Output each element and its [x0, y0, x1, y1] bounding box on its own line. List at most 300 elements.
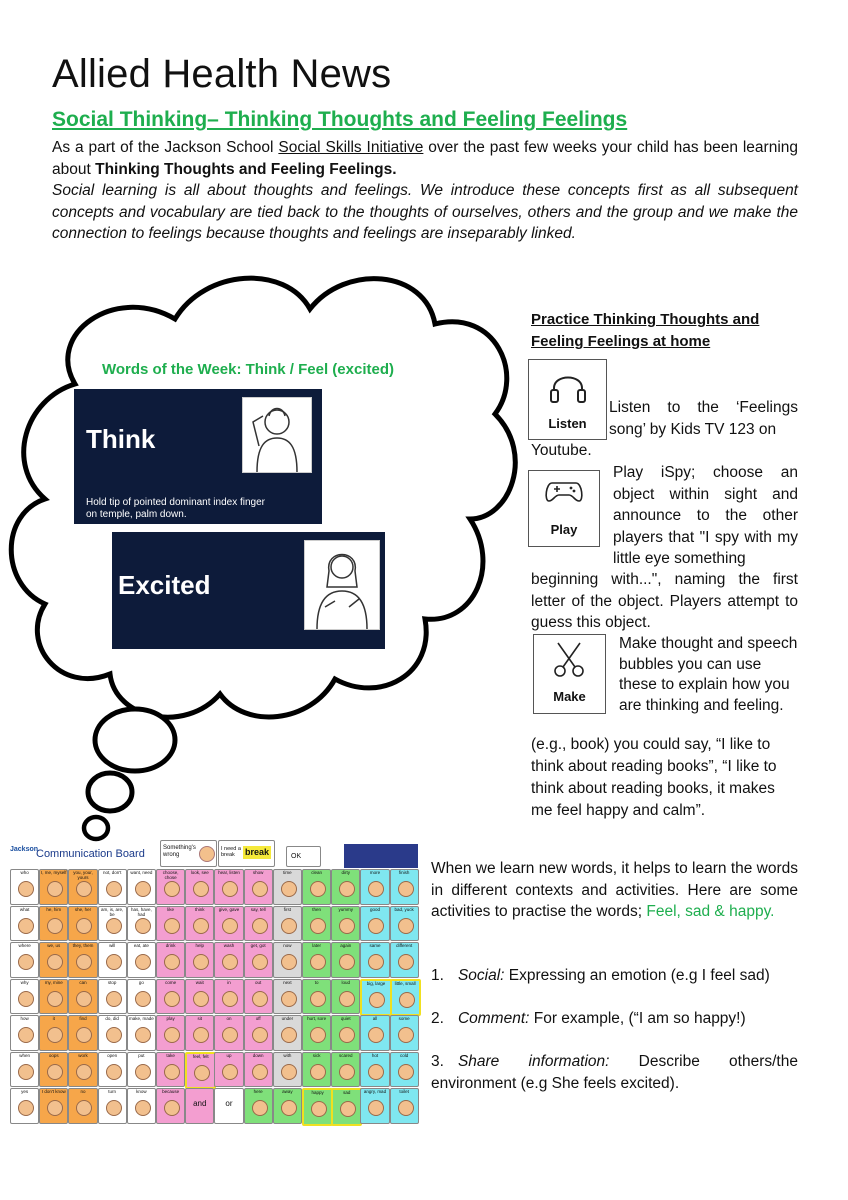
intro-paragraph-1 — [52, 137, 798, 180]
board-cell-label: come — [165, 979, 177, 985]
board-cell-symbol — [106, 991, 122, 1007]
intro-text — [52, 137, 798, 245]
board-cell-label: clean — [311, 870, 322, 875]
board-cell — [390, 869, 419, 905]
board-cell — [214, 869, 243, 905]
board-cell — [214, 942, 243, 978]
intro-text-a: As a part of the Jackson School — [52, 139, 279, 156]
board-cell — [156, 906, 185, 942]
board-cell-symbol — [398, 881, 414, 897]
board-title: Communication Board — [36, 848, 145, 860]
board-cell-symbol — [368, 1100, 384, 1116]
board-cell-label: finish — [398, 870, 410, 875]
board-cell — [98, 869, 127, 905]
board-cell-label: sad — [343, 1090, 351, 1095]
board-cell — [68, 1015, 97, 1051]
board-cell-label: out — [255, 979, 262, 985]
board-cell-symbol — [398, 918, 414, 934]
learn-target-words: Feel, sad & happy. — [646, 903, 775, 920]
board-cell — [360, 942, 389, 978]
board-cell-symbol — [339, 918, 355, 934]
make-label: Make — [553, 689, 586, 704]
board-cell — [390, 942, 419, 978]
board-cell-label: hurt, sore — [307, 1016, 327, 1021]
board-cell — [39, 942, 68, 978]
board-cell-symbol — [76, 954, 92, 970]
board-cell-symbol — [368, 881, 384, 897]
board-cell-symbol — [164, 1100, 180, 1116]
board-cell-symbol — [164, 918, 180, 934]
activity-label-2: Comment: — [457, 1010, 530, 1027]
listen-text-cont: Youtube. — [531, 442, 592, 459]
board-cell — [244, 942, 273, 978]
board-cell-symbol — [135, 1027, 151, 1043]
board-cell-label: not, don't — [103, 870, 122, 875]
board-cell-symbol — [164, 991, 180, 1007]
play-card — [528, 470, 600, 547]
board-cell-symbol — [252, 1027, 268, 1043]
board-cell-symbol — [194, 1065, 210, 1081]
board-cell-symbol — [222, 1027, 238, 1043]
listen-label: Listen — [548, 416, 587, 431]
board-cell — [244, 906, 273, 942]
board-cell-symbol — [135, 991, 151, 1007]
board-cell — [98, 906, 127, 942]
ok-label: OK — [291, 853, 302, 860]
practice-heading-line-1: Practice Thinking Thoughts and — [531, 311, 760, 328]
board-cell-symbol — [222, 1064, 238, 1080]
board-cell-label: work — [78, 1052, 88, 1058]
board-cell-label: my, mine — [44, 979, 63, 985]
board-cell — [214, 906, 243, 942]
board-brand: Jackson — [10, 846, 39, 853]
excited-sign-illustration — [304, 540, 380, 630]
board-cell-symbol — [398, 1100, 414, 1116]
board-cell-symbol — [106, 1064, 122, 1080]
board-cell — [331, 906, 360, 942]
board-cell-label: you, your, yours — [73, 870, 93, 880]
board-cell-label: next — [283, 979, 292, 985]
sign-word-excited: Excited — [118, 570, 211, 600]
board-cell — [39, 1015, 68, 1051]
learn-text — [431, 858, 798, 923]
board-cell — [331, 1015, 360, 1051]
board-cell — [10, 1015, 39, 1051]
board-cell-label: I, me, myself — [41, 870, 67, 875]
board-cell-symbol — [76, 1100, 92, 1116]
board-cell — [185, 942, 214, 978]
board-cell — [214, 1052, 243, 1088]
board-cell-symbol — [47, 881, 63, 897]
board-cell — [273, 979, 302, 1015]
board-cell-label: what — [19, 906, 30, 912]
board-cell-label: help — [195, 943, 205, 948]
somethings-wrong-button — [160, 840, 217, 867]
board-cell-symbol — [310, 954, 326, 970]
board-cell-symbol — [281, 1027, 297, 1043]
activity-label-1: Social: — [457, 967, 505, 984]
need-break-label: I need a break — [221, 846, 241, 858]
board-cell — [68, 979, 97, 1015]
board-cell-label: yummy — [338, 906, 354, 912]
board-cell — [360, 1052, 389, 1088]
board-cell-label: quiet — [340, 1016, 351, 1021]
board-cell-symbol — [135, 1100, 151, 1116]
board-cell — [68, 869, 97, 905]
board-cell-symbol — [281, 1100, 297, 1116]
board-cell — [98, 1052, 127, 1088]
board-cell — [156, 1015, 185, 1051]
board-cell-symbol — [398, 1064, 414, 1080]
board-cell-symbol — [222, 954, 238, 970]
board-cell-label: little, small — [394, 980, 416, 986]
board-cell-label: find — [79, 1016, 87, 1021]
listen-card — [528, 359, 607, 440]
board-cell-label: all — [372, 1016, 378, 1021]
board-cell-symbol — [310, 991, 326, 1007]
board-cell — [390, 1088, 419, 1124]
board-cell — [360, 1015, 389, 1051]
board-cell-symbol — [339, 954, 355, 970]
practice-heading — [531, 309, 791, 353]
board-cell — [127, 1088, 156, 1124]
board-cell — [127, 869, 156, 905]
board-cell-label: he, him — [46, 906, 62, 912]
board-cell-label: wait — [195, 979, 204, 985]
board-cell — [98, 1015, 127, 1051]
board-cell-symbol — [18, 954, 34, 970]
board-cell — [68, 906, 97, 942]
board-cell-label: it — [52, 1016, 55, 1021]
board-cell — [390, 1015, 419, 1051]
activity-text-3: Describe others/the environment (e.g She feels excited). — [431, 1053, 798, 1092]
board-cell-symbol — [106, 1027, 122, 1043]
board-cell-symbol — [76, 881, 92, 897]
board-cell — [360, 979, 391, 1017]
board-cell-symbol — [222, 918, 238, 934]
board-cell — [98, 979, 127, 1015]
board-cell — [127, 906, 156, 942]
board-cell-symbol — [398, 1027, 414, 1043]
scissors-icon — [552, 641, 586, 679]
make-card — [533, 634, 606, 714]
board-cell — [331, 1088, 362, 1126]
board-cell-label: when — [19, 1052, 30, 1058]
board-cell — [39, 1088, 68, 1124]
board-cell — [331, 979, 360, 1015]
board-cell-label: want, need — [130, 870, 153, 875]
board-cell — [360, 1088, 389, 1124]
board-cell — [185, 906, 214, 942]
board-cell-symbol — [18, 1064, 34, 1080]
board-cell — [10, 1052, 39, 1088]
board-header-graphic — [344, 844, 418, 868]
board-cell-label: yes — [21, 1089, 29, 1094]
board-cell — [185, 1052, 216, 1090]
activity-item-3 — [431, 1051, 798, 1094]
board-cell — [127, 942, 156, 978]
board-cell-symbol — [281, 954, 297, 970]
board-cell-symbol — [252, 954, 268, 970]
board-cell-label: play — [166, 1016, 175, 1021]
board-cell-symbol — [222, 991, 238, 1007]
board-cell-symbol — [340, 1101, 356, 1117]
board-cell-label: turn — [108, 1089, 117, 1094]
board-cell-label: different — [396, 943, 413, 948]
board-cell-label: sit — [197, 1016, 203, 1021]
think-sign-illustration — [242, 397, 312, 473]
board-cell — [244, 869, 273, 905]
board-cell-label: has, have, had — [131, 906, 152, 917]
board-cell-label: give, gave — [218, 906, 240, 912]
learn-text-a: When we learn new words, it helps to learn the words in different contexts and activities. Here are some activities to practise the words; — [431, 860, 799, 920]
board-cell-symbol — [281, 1064, 297, 1080]
activity-text-1: Expressing an emotion (e.g I feel sad) — [504, 967, 770, 984]
board-cell-symbol — [47, 991, 63, 1007]
board-cell-symbol — [252, 881, 268, 897]
board-cell — [127, 979, 156, 1015]
board-cell-label: some — [398, 1016, 410, 1021]
board-cell — [10, 1088, 39, 1124]
board-cell-label: more — [369, 870, 381, 875]
board-cell-label: take — [166, 1052, 175, 1058]
board-cell-symbol — [18, 918, 34, 934]
board-cell-symbol — [76, 1064, 92, 1080]
think-sign-card — [74, 389, 322, 524]
board-cell-label: hear, listen — [218, 870, 240, 875]
board-cell-label: put — [138, 1052, 145, 1058]
board-cell-symbol — [281, 991, 297, 1007]
board-cell — [214, 1015, 243, 1051]
board-cell-symbol — [368, 918, 384, 934]
board-cell — [214, 1088, 243, 1124]
board-cell-label: get, got — [250, 943, 266, 948]
board-cell-symbol — [368, 1064, 384, 1080]
board-cell-symbol — [252, 991, 268, 1007]
article-heading: Social Thinking– Thinking Thoughts and Feeling Feelings — [52, 108, 628, 131]
board-cell — [10, 906, 39, 942]
board-cell — [156, 869, 185, 905]
board-cell-label: good — [369, 906, 380, 912]
board-cell-label: stop — [107, 979, 117, 985]
board-cell-label: look, see — [190, 870, 209, 875]
practice-heading-line-2: Feeling Feelings at home — [531, 333, 711, 350]
board-cell — [302, 906, 331, 942]
activity-text-2: For example, (“I am so happy!) — [529, 1010, 746, 1027]
board-cell-label: wash — [223, 943, 235, 948]
board-cell-symbol — [47, 954, 63, 970]
board-cell-label: hot — [371, 1052, 379, 1058]
board-cell — [360, 869, 389, 905]
play-label: Play — [550, 522, 578, 537]
board-cell-label: I don't know — [41, 1089, 66, 1094]
board-cell-label: show — [252, 870, 264, 875]
board-cell-symbol — [193, 954, 209, 970]
board-cell-label: off — [255, 1016, 261, 1021]
board-cell — [214, 979, 243, 1015]
board-cell — [244, 1052, 273, 1088]
board-cell-symbol — [281, 918, 297, 934]
gamepad-icon — [544, 479, 584, 505]
board-cell-symbol — [222, 1100, 236, 1114]
board-cell-label: toilet — [399, 1089, 409, 1094]
board-cell-symbol — [399, 992, 415, 1008]
board-cell-label: she, her — [74, 906, 92, 912]
board-cell-symbol — [18, 1100, 34, 1116]
board-cell-label: where — [18, 943, 31, 948]
board-cell-label: make, made — [129, 1016, 154, 1021]
board-cell-label: open — [107, 1052, 118, 1058]
board-cell-label: who — [20, 870, 29, 875]
board-cell-symbol — [47, 1027, 63, 1043]
board-cell-label: loud — [341, 979, 351, 985]
board-cell-symbol — [339, 881, 355, 897]
board-cell-label: drink — [165, 943, 176, 948]
initiative-link: Social Skills Initiative — [278, 139, 424, 156]
board-cell — [39, 906, 68, 942]
excited-sign-card — [112, 532, 385, 649]
board-cell — [273, 906, 302, 942]
board-cell-label: time — [283, 870, 292, 875]
board-cell-label: sick — [312, 1052, 321, 1058]
board-cell-symbol — [18, 881, 34, 897]
board-cell — [39, 1052, 68, 1088]
board-cell-symbol — [106, 1100, 122, 1116]
break-label: break — [244, 847, 270, 857]
ok-button — [286, 846, 321, 867]
board-cell-symbol — [76, 991, 92, 1007]
board-cell-label: cold — [400, 1052, 409, 1058]
board-cell-symbol — [76, 1027, 92, 1043]
intro-text-b: over the past few weeks your child has been learning about — [52, 139, 798, 178]
board-cell-symbol — [47, 918, 63, 934]
board-cell-symbol — [193, 1027, 209, 1043]
board-cell-label: like — [167, 906, 174, 912]
board-cell-label: same — [369, 943, 381, 948]
communication-board — [10, 840, 420, 1125]
board-cell — [390, 906, 419, 942]
board-cell — [390, 979, 421, 1017]
board-cell-label: happy — [311, 1090, 324, 1095]
board-cell — [185, 869, 214, 905]
board-cell — [244, 979, 273, 1015]
board-cell-label: bad, yuck — [394, 906, 414, 912]
board-cell-symbol — [368, 1027, 384, 1043]
board-cell — [185, 1015, 214, 1051]
board-cell-label: no — [80, 1089, 86, 1094]
board-cell-symbol — [106, 918, 122, 934]
activity-num-1: 1. — [431, 967, 444, 984]
board-cell-label: down — [252, 1052, 264, 1058]
activity-item-2 — [431, 1008, 798, 1030]
board-cell — [302, 1052, 331, 1088]
board-cell-label: am, is, are, be — [101, 906, 124, 917]
board-cell — [302, 1088, 333, 1126]
board-cell-symbol — [310, 1064, 326, 1080]
board-cell — [68, 942, 97, 978]
board-cell-symbol — [106, 881, 122, 897]
board-cell-label: they, them — [72, 943, 94, 948]
board-cell-symbol — [193, 881, 209, 897]
board-cell-symbol — [47, 1064, 63, 1080]
board-cell — [68, 1088, 97, 1124]
board-cell-symbol — [164, 1064, 180, 1080]
board-cell — [331, 1052, 360, 1088]
board-cell-symbol — [135, 1064, 151, 1080]
need-break-button — [218, 840, 275, 867]
board-cell — [156, 1088, 185, 1124]
board-cell-symbol — [252, 1100, 268, 1116]
board-cell — [10, 942, 39, 978]
activity-item-1 — [431, 965, 798, 987]
sign-word-think: Think — [86, 424, 156, 454]
board-cell-label: to — [314, 979, 319, 985]
listen-text: Listen to the ‘Feelings song’ by Kids TV 123 on — [609, 399, 798, 438]
board-cell-label: first — [283, 906, 292, 912]
board-cell-label: say, tell — [250, 906, 266, 912]
make-text: Make thought and speech bubbles you can use these to explain how you are thinking and feeling. — [619, 635, 798, 714]
board-cell-label: why — [20, 979, 29, 985]
board-cell-symbol — [339, 1027, 355, 1043]
board-cell-label: do, did — [105, 1016, 119, 1021]
board-cell — [302, 869, 331, 905]
activity-num-2: 2. — [431, 1010, 444, 1027]
board-cell-symbol — [252, 918, 268, 934]
board-cell-label: choose, chose — [162, 870, 179, 880]
board-cell — [98, 942, 127, 978]
play-text: Play iSpy; choose an object within sight and announce to the other players that "I spy with my little eye something — [613, 464, 798, 567]
board-cell-symbol — [339, 991, 355, 1007]
board-cell-symbol — [135, 954, 151, 970]
board-cell-symbol — [47, 1100, 63, 1116]
board-cell-symbol — [76, 918, 92, 934]
board-cell — [10, 979, 39, 1015]
board-cell-label: again — [340, 943, 352, 948]
board-cell — [390, 1052, 419, 1088]
board-cell-label: later — [312, 943, 321, 948]
board-cell — [185, 1088, 214, 1124]
board-cell — [10, 869, 39, 905]
board-cell-label: now — [283, 943, 292, 948]
board-cell-label: or — [225, 1099, 233, 1108]
board-cell-label: can — [79, 979, 87, 985]
board-cell-symbol — [193, 991, 209, 1007]
somethings-wrong-label: Something's wrong — [163, 845, 196, 858]
board-cell — [127, 1015, 156, 1051]
board-cell-label: here — [253, 1089, 263, 1094]
board-cell-label: how — [20, 1016, 29, 1021]
board-cell-label: up — [226, 1052, 232, 1058]
make-text-cont: (e.g., book) you could say, “I like to think about reading books”, “I like to think about reading books, it makes me feel happy and calm”. — [531, 736, 777, 819]
board-cell-symbol — [310, 881, 326, 897]
board-cell-label: we, us — [47, 943, 61, 948]
board-cell — [331, 942, 360, 978]
board-cell-symbol — [135, 918, 151, 934]
board-cell-symbol — [164, 954, 180, 970]
headphones-icon — [549, 370, 587, 406]
activity-label-3: Share information: — [457, 1053, 610, 1070]
board-cell-label: will — [109, 943, 116, 948]
board-cell-label: dirty — [341, 870, 351, 875]
board-cell-symbol — [222, 881, 238, 897]
board-cell-label: scared — [339, 1052, 353, 1058]
board-cell — [331, 869, 360, 905]
board-cell-symbol — [398, 954, 414, 970]
board-cell-symbol — [368, 954, 384, 970]
board-cell-label: with — [283, 1052, 292, 1058]
board-cell-symbol — [106, 954, 122, 970]
board-cell-symbol — [135, 881, 151, 897]
